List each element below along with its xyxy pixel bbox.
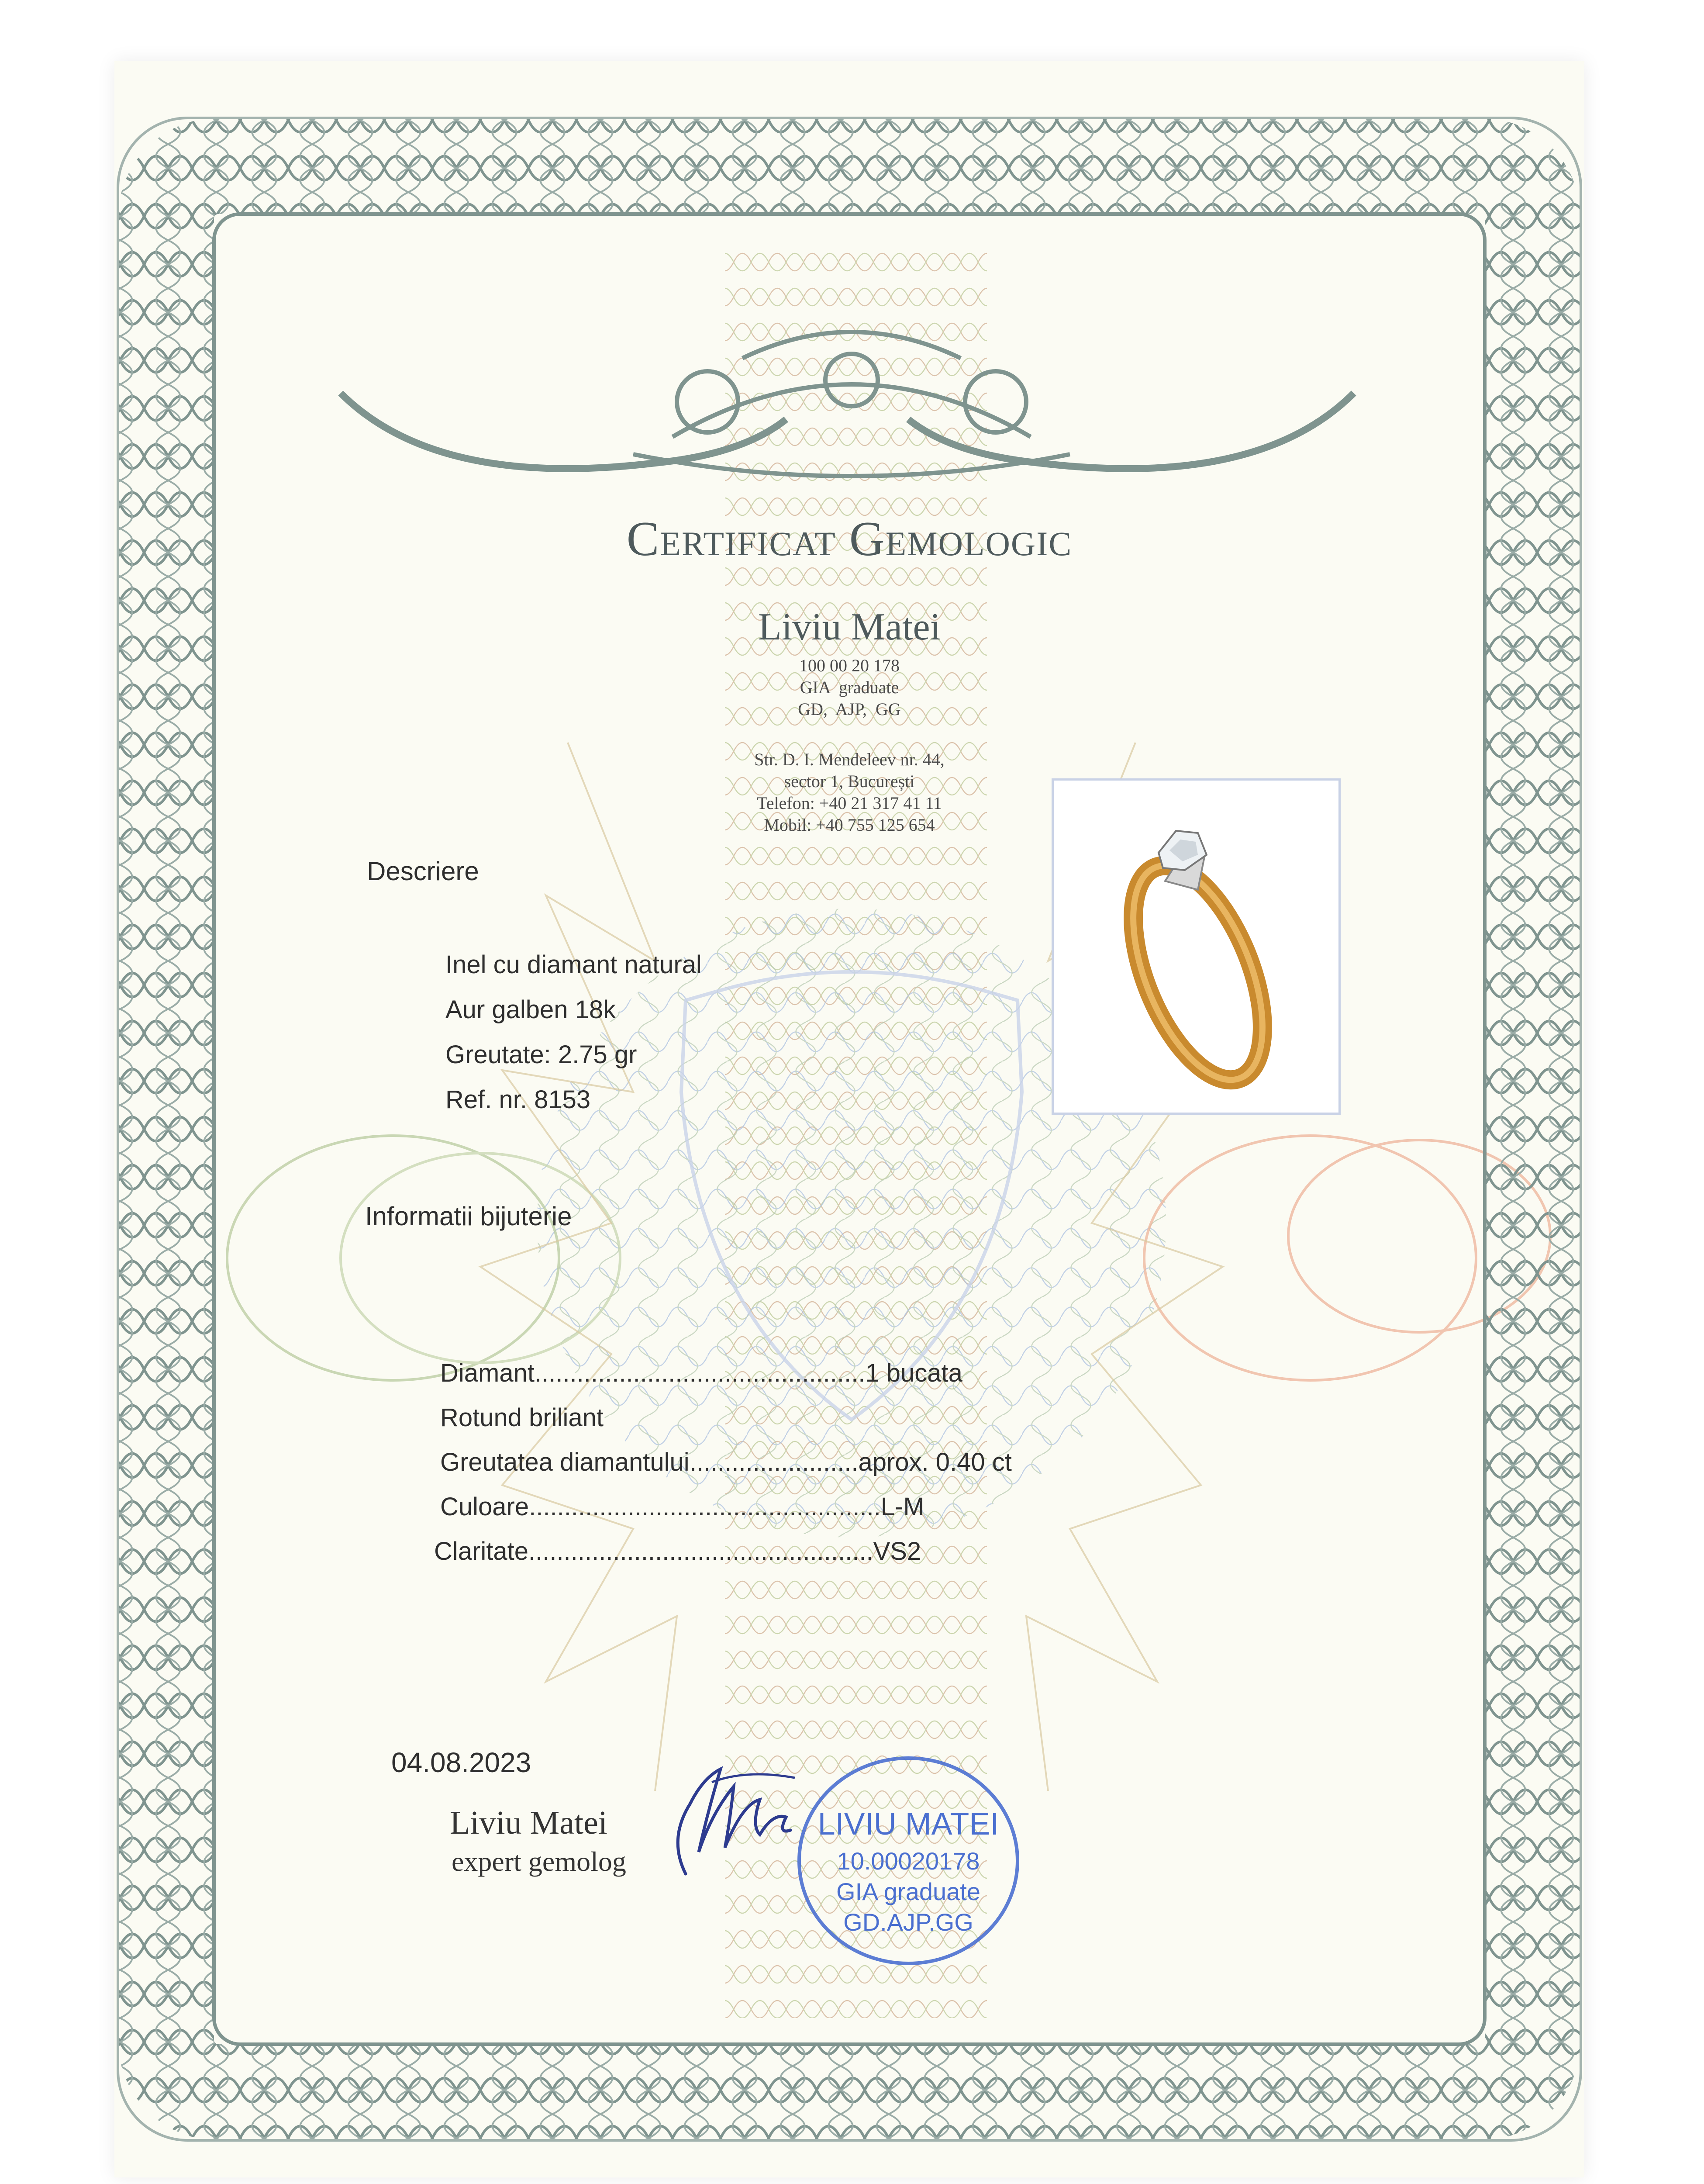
info-row-clarity bbox=[434, 1537, 921, 1566]
info-value: aprox. 0.40 ct bbox=[858, 1448, 1012, 1476]
signatory-name: Liviu Matei bbox=[450, 1804, 607, 1841]
issuer-qualification: GIA graduate bbox=[800, 677, 899, 697]
issuer-phone: Telefon: +40 21 317 41 11 bbox=[757, 793, 942, 813]
info-value: L-M bbox=[880, 1493, 924, 1521]
info-label: Greutatea diamantului bbox=[440, 1448, 690, 1476]
info-row-cut bbox=[440, 1403, 604, 1432]
issuer-address-line1: Str. D. I. Mendeleev nr. 44, bbox=[754, 750, 945, 769]
info-value: VS2 bbox=[873, 1537, 921, 1565]
info-row-weight bbox=[440, 1448, 1012, 1477]
description-line: Ref. nr. 8153 bbox=[445, 1085, 591, 1114]
info-dots: ................................................. bbox=[528, 1537, 873, 1565]
certificate-date: 04.08.2023 bbox=[391, 1747, 531, 1778]
jewelry-info-heading: Informatii bijuterie bbox=[365, 1202, 572, 1231]
handwritten-signature bbox=[659, 1752, 804, 1883]
stamp-line4: GD.AJP.GG bbox=[843, 1908, 973, 1936]
issuer-name: Liviu Matei bbox=[758, 606, 941, 648]
info-label: Rotund briliant bbox=[440, 1403, 604, 1432]
official-stamp bbox=[790, 1752, 1026, 1970]
info-label: Claritate bbox=[434, 1537, 528, 1565]
info-dots: ........................ bbox=[689, 1448, 859, 1476]
issuer-mobile: Mobil: +40 755 125 654 bbox=[764, 815, 935, 835]
description-heading: Descriere bbox=[367, 857, 479, 886]
info-dots: .................................................. bbox=[529, 1493, 881, 1521]
stamp-line1: LIVIU MATEI bbox=[818, 1807, 999, 1842]
issuer-address-line2: sector 1, București bbox=[784, 771, 915, 791]
issuer-credentials: GD, AJP, GG bbox=[798, 699, 901, 719]
ring-photo bbox=[1052, 778, 1341, 1115]
description-line: Greutate: 2.75 gr bbox=[445, 1040, 637, 1069]
info-label: Culoare bbox=[440, 1493, 529, 1521]
certificate-title: Certificat Gemologic bbox=[626, 512, 1073, 566]
info-row-color bbox=[440, 1492, 924, 1521]
description-line: Inel cu diamant natural bbox=[445, 950, 702, 979]
stamp-line3: GIA graduate bbox=[836, 1878, 981, 1905]
info-value: 1 bucata bbox=[865, 1359, 962, 1387]
issuer-code: 100 00 20 178 bbox=[799, 656, 900, 675]
info-label: Diamant bbox=[440, 1359, 535, 1387]
gold-diamond-ring-icon bbox=[1054, 781, 1338, 1113]
signatory-role: expert gemolog bbox=[452, 1846, 626, 1877]
description-line: Aur galben 18k bbox=[445, 995, 616, 1024]
info-row-diamond bbox=[440, 1358, 962, 1388]
info-dots: ............................................... bbox=[534, 1359, 866, 1387]
stamp-line2: 10.00020178 bbox=[837, 1847, 980, 1875]
